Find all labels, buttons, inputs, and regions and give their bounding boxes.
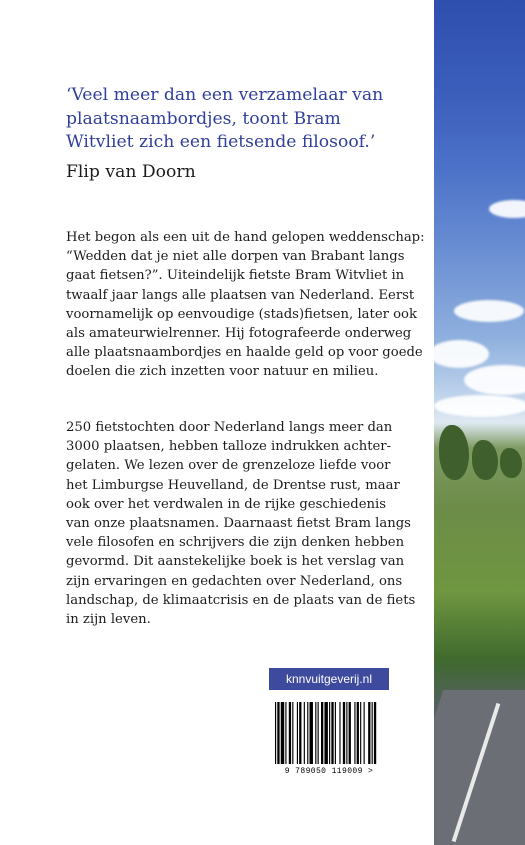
barcode-bar bbox=[285, 702, 286, 764]
barcode-bar bbox=[339, 702, 340, 764]
barcode-digits: 9 789050 119009 > bbox=[284, 767, 374, 776]
barcode-bar bbox=[292, 702, 293, 764]
publisher-url-badge[interactable]: knnvuitgeverij.nl bbox=[269, 668, 389, 690]
description-paragraph-2 bbox=[66, 418, 431, 629]
text-line: zijn ervaringen en gedachten over Nederland, ons bbox=[66, 573, 403, 589]
barcode-bar bbox=[368, 702, 370, 764]
cloud bbox=[489, 200, 525, 218]
barcode-bars bbox=[269, 700, 389, 764]
description-paragraph-1 bbox=[66, 228, 431, 382]
cloud bbox=[434, 340, 489, 368]
barcode-bar bbox=[354, 702, 355, 764]
tree bbox=[500, 448, 522, 478]
barcode-bar bbox=[343, 702, 345, 764]
text-line: in zijn leven. bbox=[66, 612, 151, 628]
tree bbox=[472, 440, 498, 480]
text-line: alle plaatsnaambordjes en haalde geld op voor goede bbox=[66, 345, 423, 361]
quote-line: plaatsnaambordjes, toont Bram bbox=[66, 108, 341, 129]
text-line: landschap, de klimaatcrisis en de plaats van de fiets bbox=[66, 592, 416, 608]
barcode-bar bbox=[364, 702, 365, 764]
text-line: twaalf jaar langs alle plaatsen van Nederland. Eerst bbox=[66, 287, 415, 303]
barcode-bar bbox=[277, 702, 279, 764]
text-line: van onze plaatsnamen. Daarnaast fietst Bram langs bbox=[66, 516, 411, 532]
text-line: gelaten. We lezen over de grenzeloze liefde voor bbox=[66, 458, 391, 474]
barcode-bar bbox=[324, 702, 327, 764]
text-line: vele filosofen en schrijvers die zijn denken hebben bbox=[66, 535, 405, 551]
barcode-bar bbox=[329, 702, 330, 764]
barcode-bar bbox=[318, 702, 319, 764]
barcode-bar bbox=[360, 702, 361, 764]
text-line: gaat fietsen?”. Uiteindelijk fietste Bram Witvliet in bbox=[66, 268, 405, 284]
cloud bbox=[454, 300, 524, 322]
cloud bbox=[434, 395, 525, 417]
text-line: voornamelijk op eenvoudige (stads)fietsen, later ook bbox=[66, 306, 417, 322]
isbn-barcode bbox=[269, 700, 389, 777]
text-line: gevormd. Dit aanstekelijke boek is het verslag van bbox=[66, 554, 405, 570]
barcode-bar bbox=[346, 702, 347, 764]
barcode-bar bbox=[321, 702, 323, 764]
barcode-bar bbox=[335, 702, 336, 764]
cloud bbox=[464, 365, 525, 395]
text-line: het Limburgse Heuvelland, de Drentse rust, maar bbox=[66, 477, 400, 493]
text-line: doelen die zich inzetten voor natuur en milieu. bbox=[66, 364, 379, 380]
barcode-bar bbox=[297, 702, 298, 764]
barcode-bar bbox=[349, 702, 351, 764]
text-line: ook over het verdwalen in de rijke geschiedenis bbox=[66, 496, 386, 512]
tree bbox=[439, 425, 469, 480]
quote-line: Witvliet zich een fietsende filosoof.’ bbox=[66, 132, 376, 152]
barcode-bar bbox=[315, 702, 316, 764]
barcode-bar bbox=[374, 702, 376, 764]
barcode-bar bbox=[372, 702, 373, 764]
barcode-bar bbox=[307, 702, 308, 764]
barcode-bar bbox=[289, 702, 291, 764]
text-line: 250 fietstochten door Nederland langs meer dan bbox=[66, 420, 393, 435]
quote-line: ‘Veel meer dan een verzamelaar van bbox=[66, 85, 384, 105]
blurb-quote bbox=[66, 84, 426, 155]
cover-photo-strip bbox=[434, 0, 525, 845]
text-line: 3000 plaatsen, hebben talloze indrukken achter- bbox=[66, 439, 392, 455]
text-line: “Wedden dat je niet alle dorpen van Brabant langs bbox=[66, 249, 405, 265]
text-line: Het begon als een uit de hand gelopen weddenschap: bbox=[66, 230, 425, 245]
text-line: als amateurwielrenner. Hij fotografeerde onderweg bbox=[66, 326, 412, 342]
quote-author: Flip van Doorn bbox=[66, 162, 196, 182]
barcode-bar bbox=[281, 702, 284, 764]
barcode-bar bbox=[299, 702, 301, 764]
barcode-bar bbox=[310, 702, 313, 764]
barcode-bar bbox=[357, 702, 359, 764]
barcode-bar bbox=[331, 702, 333, 764]
barcode-bar bbox=[275, 702, 276, 764]
barcode-bar bbox=[304, 702, 305, 764]
